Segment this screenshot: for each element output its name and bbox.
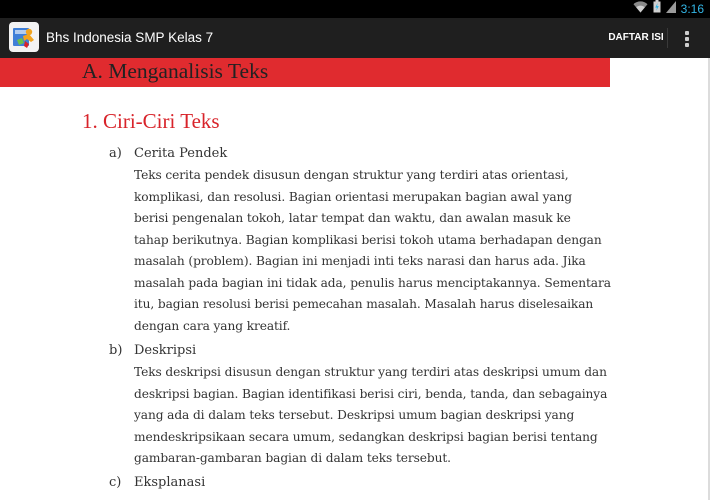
overflow-menu-icon[interactable] [676, 18, 698, 58]
body-line: berisi pengenalan tokoh, latar tempat dan waktu, dan awalan masuk ke [134, 211, 571, 225]
action-bar-divider [667, 28, 668, 48]
item-heading: Cerita Pendek [134, 146, 228, 161]
item-heading: Deskripsi [134, 343, 197, 358]
body-line: gambaran-gambaran bagian di dalam teks tersebut. [134, 451, 451, 465]
body-line: itu, bagian resolusi berisi pemecahan masalah. Masalah harus diselesaikan [134, 297, 594, 311]
item-heading: Eksplanasi [134, 475, 206, 490]
wifi-icon [633, 0, 648, 18]
app-title: Bhs Indonesia SMP Kelas 7 [46, 30, 214, 45]
battery-charging-icon [653, 0, 661, 18]
overflow-dot [685, 31, 689, 35]
section-title: A. Menganalisis Teks [82, 59, 269, 83]
table-of-contents-button[interactable]: DAFTAR ISI [608, 32, 664, 43]
overflow-dot [685, 43, 689, 47]
status-bar [0, 0, 710, 18]
item-marker: b) [109, 343, 123, 358]
item-body [134, 165, 614, 337]
body-line: tahap berikutnya. Bagian komplikasi berisi tokoh utama berhadapan dengan [134, 232, 602, 247]
body-line: masalah pada bagian ini tidak ada, penulis harus menciptakannya. Sementara [134, 275, 611, 290]
body-line: yang ada di dalam teks tersebut. Deskripsi umum bagian deskripsi yang [134, 408, 575, 422]
status-time: 3:16 [680, 2, 704, 16]
section-banner [0, 58, 610, 87]
body-line: mendeskripsikaan secara umum, sedangkan deskripsi bagian berisi tentang [134, 429, 598, 444]
body-line: Teks cerita pendek disusun dengan struktur yang terdiri atas orientasi, [134, 168, 569, 182]
status-icons [633, 0, 704, 18]
subsection-title: 1. Ciri-Ciri Teks [82, 109, 220, 133]
item-marker: a) [109, 146, 122, 161]
body-line: Teks deskripsi disusun dengan struktur yang terdiri atas deskripsi umum dan [134, 365, 607, 379]
body-line: komplikasi, dan resolusi. Bagian orientasi merupakan bagian awal yang [134, 189, 573, 204]
document-page[interactable] [0, 58, 710, 500]
action-bar [0, 18, 710, 58]
signal-icon [666, 0, 676, 18]
body-line: masalah (problem). Bagian ini menjadi inti teks narasi dan harus ada. Jika [134, 254, 586, 268]
body-line: dengan cara yang kreatif. [134, 318, 291, 333]
book-app-icon[interactable] [9, 22, 39, 52]
item-body [134, 362, 614, 470]
item-marker: c) [109, 475, 122, 490]
body-line: deskripsi bagian. Bagian identifikasi berisi ciri, benda, tanda, dan sebagainya [134, 386, 608, 401]
overflow-dot [685, 37, 689, 41]
